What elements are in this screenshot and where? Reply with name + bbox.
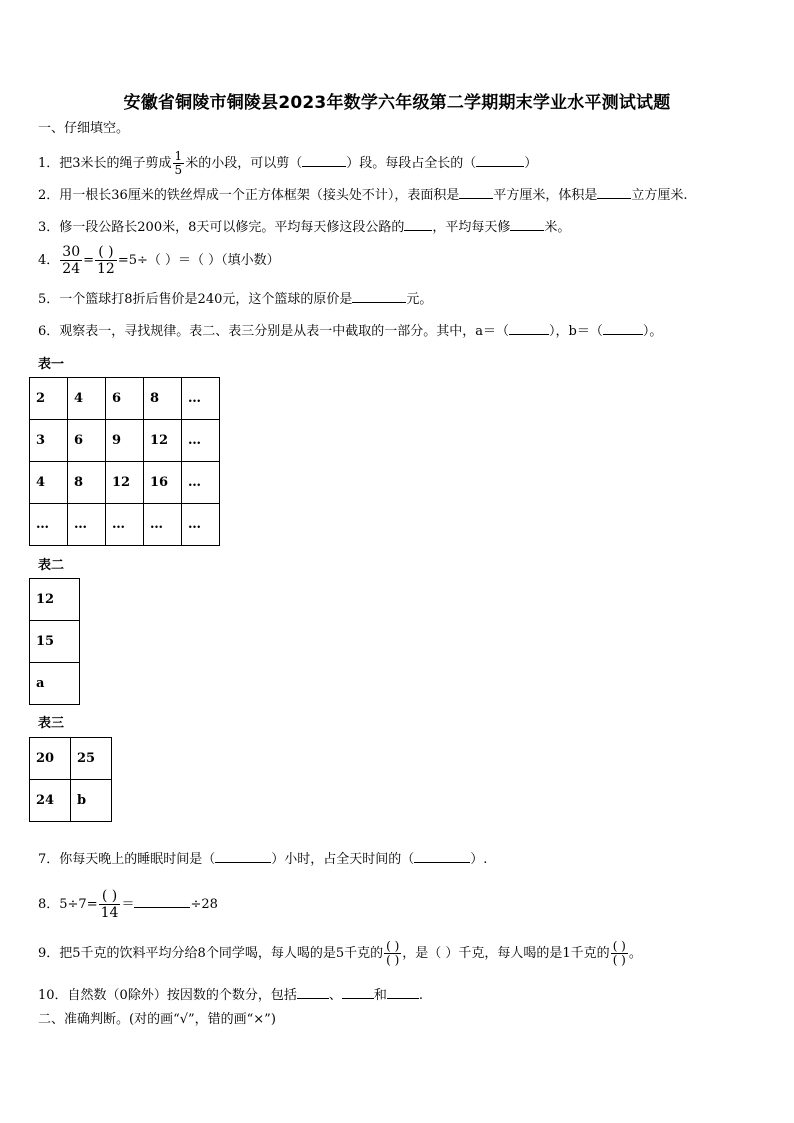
section-2-heading: 二、准确判断。(对的画“√”，错的画“×”) xyxy=(38,1012,276,1027)
table-2-label: 表二 xyxy=(38,558,65,573)
question-2: 2．用一根长36厘米的铁丝焊成一个正方体框架（接头处不计），表面积是 平方厘米，体积是 立方厘米. xyxy=(38,188,688,203)
answer-blank[interactable] xyxy=(597,186,631,199)
table-cell: … xyxy=(182,420,220,462)
table-cell: … xyxy=(182,378,220,420)
answer-blank[interactable] xyxy=(297,986,329,999)
question-10: 10．自然数（0除外）按因数的个数分，包括 、 和 . xyxy=(38,988,423,1003)
table-cell: 6 xyxy=(68,420,106,462)
table-row xyxy=(30,738,112,780)
answer-blank[interactable] xyxy=(603,322,643,335)
table-cell: 6 xyxy=(106,378,144,420)
table-cell: 24 xyxy=(30,780,71,822)
table-cell: 12 xyxy=(144,420,182,462)
table-cell: a xyxy=(30,663,80,705)
table-2 xyxy=(29,578,80,705)
answer-blank[interactable] xyxy=(215,850,271,863)
table-cell: 4 xyxy=(68,378,106,420)
table-cell: 15 xyxy=(30,621,80,663)
question-5: 5．一个篮球打8折后售价是240元，这个篮球的原价是 元。 xyxy=(38,292,433,307)
table-cell: … xyxy=(106,504,144,546)
table-cell: 20 xyxy=(30,738,71,780)
table-cell: b xyxy=(71,780,112,822)
question-8: 8．5÷7= $\frac{( )}{14}$ ＝ ÷28 xyxy=(38,888,218,921)
table-cell: 3 xyxy=(30,420,68,462)
table-row xyxy=(30,462,220,504)
answer-blank[interactable] xyxy=(352,290,406,303)
page-title: 安徽省铜陵市铜陵县2023年数学六年级第二学期期末学业水平测试试题 xyxy=(123,93,671,113)
table-cell: 8 xyxy=(68,462,106,504)
question-4: 4． $\frac{30}{24}$ = $\frac{( )}{12}$ =5÷（ ）＝（ ）（填小数） xyxy=(38,244,280,277)
table-1 xyxy=(29,377,220,546)
answer-blank[interactable] xyxy=(509,322,549,335)
table-cell: 12 xyxy=(106,462,144,504)
table-1-label: 表一 xyxy=(38,357,65,372)
table-cell: … xyxy=(144,504,182,546)
fraction: $\frac{( )}{( )}$ xyxy=(386,939,400,967)
table-cell: 4 xyxy=(30,462,68,504)
table-row xyxy=(30,663,80,705)
table-row xyxy=(30,504,220,546)
table-cell: 2 xyxy=(30,378,68,420)
section-1-heading: 一、仔细填空。 xyxy=(38,121,130,136)
fraction: $\frac{30}{24}$ xyxy=(62,244,81,277)
answer-blank[interactable] xyxy=(414,850,470,863)
question-9: 9．把5千克的饮料平均分给8个同学喝，每人喝的是5千克的 $\frac{( )}{( )}$ ，是（ ）千克，每人喝的是1千克的 $\frac{( )}{( )}$ 。 xyxy=(38,939,642,967)
table-3 xyxy=(29,737,112,822)
answer-blank[interactable] xyxy=(476,154,524,167)
answer-blank[interactable] xyxy=(510,218,544,231)
question-6: 6．观察表一，寻找规律。表二、表三分别是从表一中截取的一部分。其中，a＝（ ），b＝（ ）。 xyxy=(38,324,663,339)
answer-blank[interactable] xyxy=(387,986,419,999)
table-row xyxy=(30,420,220,462)
table-cell: … xyxy=(30,504,68,546)
answer-blank[interactable] xyxy=(459,186,493,199)
fraction: $\frac{( )}{14}$ xyxy=(100,888,119,921)
table-row xyxy=(30,780,112,822)
table-cell: … xyxy=(68,504,106,546)
table-3-label: 表三 xyxy=(38,716,65,731)
table-row xyxy=(30,621,80,663)
table-cell: 12 xyxy=(30,579,80,621)
question-1: 1．把3米长的绳子剪成 $\frac{1}{5}$ 米的小段，可以剪（ ）段。每段占全长的（ ） xyxy=(38,149,538,177)
table-cell: 25 xyxy=(71,738,112,780)
table-cell: 16 xyxy=(144,462,182,504)
table-cell: 8 xyxy=(144,378,182,420)
answer-blank[interactable] xyxy=(342,986,374,999)
table-cell: … xyxy=(182,462,220,504)
fraction: $\frac{( )}{( )}$ xyxy=(612,939,626,967)
table-row xyxy=(30,378,220,420)
answer-blank[interactable] xyxy=(404,218,432,231)
question-3: 3．修一段公路长200米，8天可以修完。平均每天修这段公路的 ，平均每天修 米。 xyxy=(38,220,571,235)
table-cell: 9 xyxy=(106,420,144,462)
table-row xyxy=(30,579,80,621)
fraction: $\frac{( )}{12}$ xyxy=(97,244,115,277)
question-7: 7．你每天晚上的睡眠时间是（ ）小时，占全天时间的（ ）. xyxy=(38,852,488,867)
fraction: $\frac{1}{5}$ xyxy=(174,149,183,177)
table-cell: … xyxy=(182,504,220,546)
answer-blank[interactable] xyxy=(134,895,190,908)
answer-blank[interactable] xyxy=(302,154,346,167)
